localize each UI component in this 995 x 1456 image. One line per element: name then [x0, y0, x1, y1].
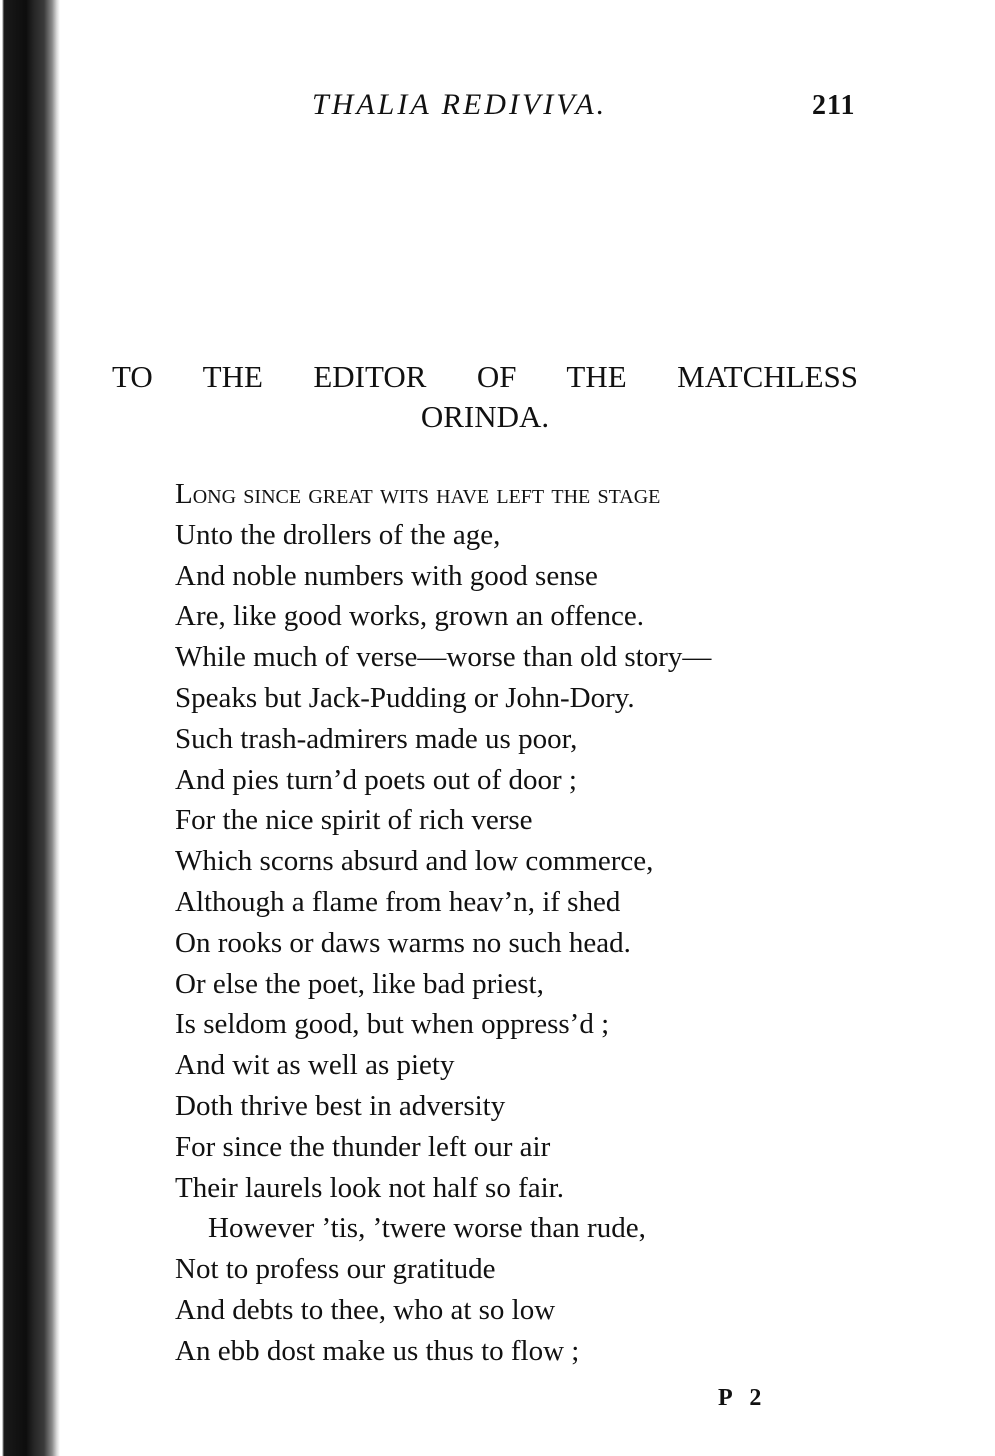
- poem-line: Long since great wits have left the stage: [175, 478, 661, 510]
- page-number: 211: [812, 90, 856, 121]
- poem-line: Not to profess our gratitude: [175, 1253, 496, 1286]
- signature-mark: P 2: [718, 1385, 768, 1411]
- poem-line: On rooks or daws warms no such head.: [175, 926, 631, 959]
- poem-line: And debts to thee, who at so low: [175, 1293, 556, 1326]
- poem-title-continued: ORINDA.: [420, 399, 550, 434]
- poem-line: An ebb dost make us thus to flow ;: [175, 1334, 580, 1367]
- poem-line: Although a flame from heav’n, if shed: [175, 885, 621, 918]
- running-title: THALIA REDIVIVA.: [312, 88, 608, 121]
- poem-line: Such trash-admirers made us poor,: [175, 722, 578, 755]
- poem-line: Unto the drollers of the age,: [175, 518, 501, 551]
- poem-body: [175, 474, 711, 1372]
- poem-line: Doth thrive best in adversity: [175, 1089, 506, 1122]
- poem-line: However ’tis, ’twere worse than rude,: [208, 1212, 646, 1245]
- poem-line: Their laurels look not half so fair.: [175, 1171, 564, 1204]
- poem-line: Are, like good works, grown an offence.: [175, 600, 644, 633]
- page-binding-edge: [0, 0, 60, 1456]
- poem-line: Or else the poet, like bad priest,: [175, 967, 544, 1000]
- poem-line: Is seldom good, but when oppress’d ;: [175, 1008, 610, 1041]
- poem-line: For the nice spirit of rich verse: [175, 804, 533, 837]
- poem-line: And noble numbers with good sense: [175, 559, 598, 592]
- poem-line: Which scorns absurd and low commerce,: [175, 845, 654, 878]
- poem-line: Speaks but Jack-Pudding or John-Dory.: [175, 681, 635, 714]
- poem-line: While much of verse—worse than old story—: [175, 641, 712, 674]
- poem-line: For since the thunder left our air: [175, 1130, 551, 1163]
- poem-line: And pies turn’d poets out of door ;: [175, 763, 577, 796]
- poem-title: TO THE EDITOR OF THE MATCHLESS: [112, 359, 858, 394]
- poem-line: And wit as well as piety: [175, 1049, 455, 1082]
